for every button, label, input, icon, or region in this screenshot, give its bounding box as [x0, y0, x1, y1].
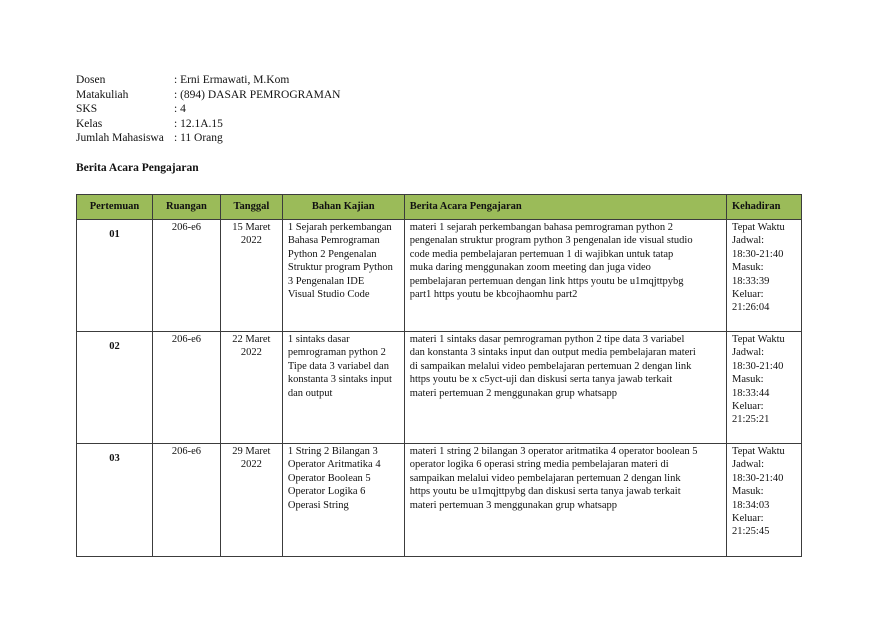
- info-value: : Erni Ermawati, M.Kom: [174, 74, 290, 86]
- berita-line: materi 1 sintaks dasar pemrograman python 2 tipe data 3 variabel: [409, 334, 685, 345]
- bahan-line: Operator Boolean 5: [287, 472, 371, 484]
- bahan-line: Struktur program Python: [287, 262, 393, 274]
- header-ruangan: Ruangan: [152, 195, 220, 220]
- berita-line: materi 1 string 2 bilangan 3 operator aritmatika 4 operator boolean 5: [409, 446, 698, 457]
- kehadiran-line: 21:26:04: [732, 302, 770, 314]
- info-row-jumlah-mahasiswa: [76, 131, 340, 146]
- info-label: Kelas: [76, 117, 103, 130]
- cell-ruangan: 206-e6: [152, 444, 220, 557]
- info-value: : 12.1A.15: [174, 117, 223, 130]
- cell-ruangan: 206-e6: [152, 332, 220, 444]
- tanggal-line: 29 Maret: [232, 446, 271, 457]
- kehadiran-line: Masuk:: [732, 262, 764, 274]
- kehadiran-line: Keluar:: [732, 513, 764, 525]
- berita-line: muka daring menggunakan zoom meeting dan juga video: [409, 262, 651, 274]
- header-berita-acara: Berita Acara Pengajaran: [404, 195, 726, 220]
- kehadiran-line: 18:30-21:40: [732, 472, 784, 484]
- cell-berita-acara: [404, 332, 726, 444]
- info-label: Jumlah Mahasiswa: [76, 132, 164, 144]
- bahan-line: Operator Logika 6: [287, 486, 366, 498]
- kehadiran-line: Tepat Waktu: [732, 222, 785, 233]
- section-title: Berita Acara Pengajaran: [76, 162, 199, 174]
- info-label: Dosen: [76, 74, 106, 86]
- cell-tanggal: [220, 220, 282, 332]
- info-value: : 4: [174, 103, 186, 115]
- bahan-line: Operator Aritmatika 4: [287, 459, 381, 471]
- kehadiran-line: Jadwal:: [732, 347, 765, 359]
- info-row-dosen: [76, 73, 340, 88]
- cell-pertemuan: 03: [77, 444, 153, 557]
- info-row-matakuliah: [76, 88, 340, 103]
- table-row: [77, 332, 802, 444]
- berita-line: pembelajaran pertemuan dengan link https youtu be u1mqjttpybg: [409, 275, 684, 287]
- berita-line: di sampaikan melalui video pembelajaran pertemuan 2 dengan link: [409, 360, 692, 372]
- header-pertemuan: Pertemuan: [77, 195, 153, 220]
- cell-bahan-kajian: [282, 220, 404, 332]
- tanggal-line: 15 Maret: [232, 222, 271, 233]
- kehadiran-line: Keluar:: [732, 289, 764, 301]
- cell-pertemuan: 02: [77, 332, 153, 444]
- tanggal-line: 2022: [240, 347, 262, 359]
- bahan-line: Visual Studio Code: [287, 289, 370, 301]
- cell-bahan-kajian: [282, 444, 404, 557]
- kehadiran-line: 18:30-21:40: [732, 248, 784, 260]
- berita-line: materi pertemuan 3 menggunakan grup whatsapp: [409, 499, 618, 511]
- berita-line: sampaikan melalui video pembelajaran pertemuan 2 dengan link: [409, 472, 681, 484]
- info-value: : (894) DASAR PEMROGRAMAN: [174, 88, 341, 101]
- berita-line: pengenalan struktur program python 3 pengenalan ide visual studio: [409, 235, 693, 247]
- berita-line: materi pertemuan 2 menggunakan grup whatsapp: [409, 387, 618, 399]
- bahan-line: konstanta 3 sintaks input: [287, 374, 392, 386]
- info-row-sks: [76, 102, 340, 117]
- kehadiran-line: 21:25:45: [732, 526, 770, 538]
- kehadiran-line: Jadwal:: [732, 459, 765, 471]
- berita-line: https youtu be x c5yct-uji dan diskusi serta tanya jawab terkait: [409, 374, 673, 386]
- tanggal-line: 22 Maret: [232, 334, 271, 345]
- kehadiran-line: Jadwal:: [732, 235, 765, 247]
- table-header-row: [77, 195, 802, 220]
- cell-kehadiran: [727, 444, 802, 557]
- bahan-line: 1 sintaks dasar: [287, 334, 350, 345]
- header-bahan-kajian: Bahan Kajian: [282, 195, 404, 220]
- bahan-line: Tipe data 3 variabel dan: [287, 360, 389, 372]
- cell-tanggal: [220, 332, 282, 444]
- bahan-line: pemrograman python 2: [287, 347, 386, 359]
- tanggal-line: 2022: [240, 235, 262, 247]
- cell-berita-acara: [404, 444, 726, 557]
- cell-tanggal: [220, 444, 282, 557]
- cell-kehadiran: [727, 332, 802, 444]
- course-info: [76, 73, 340, 146]
- kehadiran-line: 18:33:39: [732, 275, 770, 287]
- table-row: [77, 444, 802, 557]
- cell-bahan-kajian: [282, 332, 404, 444]
- kehadiran-line: Masuk:: [732, 374, 764, 386]
- info-label: SKS: [76, 103, 98, 115]
- berita-line: code media pembelajaran pertemuan 1 di wajibkan untuk tatap: [409, 248, 674, 260]
- kehadiran-line: Tepat Waktu: [732, 334, 785, 345]
- bahan-line: Python 2 Pengenalan: [287, 248, 377, 260]
- berita-line: part1 https youtu be kbcojhaomhu part2: [409, 289, 578, 301]
- kehadiran-line: 21:25:21: [732, 414, 770, 426]
- header-kehadiran: Kehadiran: [727, 195, 802, 220]
- kehadiran-line: Keluar:: [732, 401, 764, 413]
- teaching-report-table: [76, 194, 802, 557]
- table-row: [77, 220, 802, 332]
- cell-pertemuan: 01: [77, 220, 153, 332]
- kehadiran-line: 18:33:44: [732, 387, 770, 399]
- tanggal-line: 2022: [240, 459, 262, 471]
- info-label: Matakuliah: [76, 88, 129, 101]
- info-value: : 11 Orang: [174, 132, 223, 144]
- bahan-line: dan output: [287, 387, 333, 399]
- berita-line: dan konstanta 3 sintaks input dan output media pembelajaran materi: [409, 347, 696, 359]
- berita-line: https youtu be u1mqjttpybg dan diskusi serta tanya jawab terkait: [409, 486, 681, 498]
- cell-kehadiran: [727, 220, 802, 332]
- berita-line: operator logika 6 operasi string media pembelajaran materi di: [409, 459, 669, 471]
- bahan-line: Bahasa Pemrograman: [287, 235, 380, 247]
- bahan-line: 3 Pengenalan IDE: [287, 275, 365, 287]
- kehadiran-line: Masuk:: [732, 486, 764, 498]
- kehadiran-line: 18:34:03: [732, 499, 770, 511]
- header-tanggal: Tanggal: [220, 195, 282, 220]
- berita-line: materi 1 sejarah perkembangan bahasa pemrograman python 2: [409, 222, 673, 233]
- kehadiran-line: Tepat Waktu: [732, 446, 785, 457]
- info-row-kelas: [76, 117, 340, 132]
- cell-ruangan: 206-e6: [152, 220, 220, 332]
- bahan-line: Operasi String: [287, 499, 349, 511]
- bahan-line: 1 String 2 Bilangan 3: [287, 446, 378, 457]
- bahan-line: 1 Sejarah perkembangan: [287, 222, 392, 233]
- kehadiran-line: 18:30-21:40: [732, 360, 784, 372]
- cell-berita-acara: [404, 220, 726, 332]
